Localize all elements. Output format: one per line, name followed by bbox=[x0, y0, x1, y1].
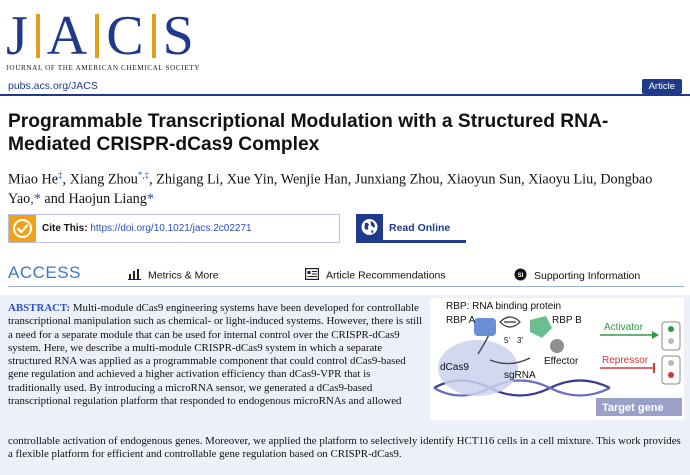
author-name[interactable]: Xiaoyu Liu bbox=[528, 171, 594, 188]
read-online-button[interactable] bbox=[356, 214, 466, 243]
supporting-info-label: Supporting Information bbox=[534, 269, 641, 282]
author-name[interactable]: Dongbao Yao bbox=[8, 171, 653, 207]
author-separator: , bbox=[439, 171, 447, 188]
recommendations-button[interactable] bbox=[305, 268, 446, 283]
toc-five-prime: 5' bbox=[504, 336, 510, 345]
toc-rbp-a-label: RBP A bbox=[446, 315, 476, 326]
author-name[interactable]: Wenjie Han bbox=[280, 171, 348, 188]
supporting-info-button[interactable] bbox=[514, 268, 640, 284]
activator-indicator-off bbox=[668, 338, 674, 344]
journal-subtitle: JOURNAL OF THE AMERICAN CHEMICAL SOCIETY bbox=[6, 64, 201, 72]
header-divider bbox=[0, 94, 690, 96]
author-and: and bbox=[44, 190, 65, 207]
author-separator: , bbox=[219, 171, 227, 188]
author-separator: , bbox=[593, 171, 601, 188]
author-mark: ‡ bbox=[58, 170, 63, 180]
abstract-body: Multi-module dCas9 engineering systems have been developed for controllable transcriptional manipulation such as chemical- or light-induced systems. However, there is still a need for a separate module that can be used for internal control over the CRISPR-dCas9 system. Here, we describe a multi-module CRISPR-dCas9 system in which a separate structured RNA was applied as a programmable component that could control dCas9-based gene regulation and achieved a higher activation efficiency than dCas9-VPR that is traditionally used. By introducing a microRNA sensor, we generated a dCas9-based transcriptional regulation platform that responded to endogenous microRNAs and allowed bbox=[8, 302, 423, 408]
activator-arrowhead bbox=[652, 331, 659, 339]
journal-logo-letters bbox=[6, 5, 206, 67]
author-name[interactable]: Xiang Zhou bbox=[69, 171, 138, 188]
toc-activator-label: Activator bbox=[604, 322, 643, 333]
paper-title: Programmable Transcriptional Modulation with a Structured RNA-Mediated CRISPR-dCas9 Complex bbox=[8, 111, 609, 155]
corresponding-star: *, bbox=[137, 170, 145, 180]
cite-text bbox=[42, 223, 252, 234]
author-name[interactable]: Junxiang Zhou bbox=[354, 171, 440, 188]
logo-letter-s: S bbox=[162, 5, 195, 67]
corresponding-star: * bbox=[146, 190, 154, 207]
abstract-heading: ABSTRACT: bbox=[8, 302, 71, 314]
author-mark bbox=[138, 170, 149, 180]
si-badge-icon bbox=[514, 268, 527, 284]
metrics-label: Metrics & More bbox=[148, 269, 219, 282]
structured-rna-loop bbox=[500, 317, 520, 327]
bar-chart-icon bbox=[128, 268, 141, 283]
repressor-indicator-off bbox=[668, 360, 674, 366]
activator-indicator-light bbox=[668, 326, 674, 332]
rbp-b-shape bbox=[530, 316, 552, 338]
effector-shape bbox=[550, 339, 564, 353]
toc-repressor-label: Repressor bbox=[602, 355, 649, 366]
toc-three-prime: 3' bbox=[517, 336, 523, 345]
check-icon bbox=[9, 215, 36, 242]
corresponding-star: ,* bbox=[30, 190, 41, 207]
author-name[interactable]: Haojun Liang bbox=[68, 190, 147, 207]
toc-rbp-caption: RBP: RNA binding protein bbox=[446, 301, 562, 312]
doi-link[interactable]: https://doi.org/10.1021/jacs.2c02271 bbox=[90, 223, 252, 234]
cite-this-box bbox=[8, 214, 340, 243]
article-type-badge: Article bbox=[642, 79, 682, 94]
toc-effector-label: Effector bbox=[544, 356, 579, 367]
author-separator: , bbox=[149, 171, 157, 188]
author-name[interactable]: Miao He bbox=[8, 171, 59, 188]
svg-text:SI: SI bbox=[517, 272, 524, 279]
author-name[interactable]: Zhigang Li bbox=[156, 171, 220, 188]
journal-logo bbox=[6, 6, 206, 72]
document-list-icon bbox=[305, 268, 319, 283]
abstract-text-continued: controllable activation of endogenous genes. Moreover, we applied the platform to selectively identify HCT116 cells in a cell mixture. This work provides a flexible platform for efficient and controllable gene regulation based on CRISPR-dCas9. bbox=[8, 435, 681, 461]
logo-divider bbox=[152, 14, 156, 58]
repressor-indicator-light bbox=[668, 372, 674, 378]
metrics-button[interactable] bbox=[128, 268, 219, 283]
logo-letter-j: J bbox=[6, 5, 29, 67]
author-name[interactable]: Xiaoyun Sun bbox=[446, 171, 522, 188]
recommendations-label: Article Recommendations bbox=[326, 269, 446, 282]
author-separator: , bbox=[273, 171, 281, 188]
author-mark: ‡ bbox=[144, 170, 150, 180]
logo-letter-a: A bbox=[46, 5, 89, 67]
toc-dcas9-label: dCas9 bbox=[440, 362, 469, 373]
toc-rbp-b-label: RBP B bbox=[552, 315, 582, 326]
logo-divider bbox=[36, 14, 40, 58]
toc-sgrna-label: sgRNA bbox=[504, 370, 536, 381]
author-separator: , bbox=[62, 171, 70, 188]
access-divider bbox=[8, 286, 684, 287]
globe-icon bbox=[356, 214, 383, 240]
logo-divider bbox=[95, 14, 99, 58]
toc-graphic bbox=[430, 298, 684, 420]
author-name[interactable]: Xue Yin bbox=[226, 171, 274, 188]
abstract-text bbox=[8, 302, 426, 408]
logo-letter-c: C bbox=[106, 5, 145, 67]
access-heading: ACCESS bbox=[8, 263, 81, 282]
journal-url-link[interactable]: pubs.acs.org/JACS bbox=[8, 80, 98, 92]
read-online-label: Read Online bbox=[389, 222, 451, 234]
cite-label: Cite This: bbox=[42, 223, 88, 234]
author-list bbox=[8, 166, 684, 209]
toc-target-gene-label: Target gene bbox=[602, 402, 664, 414]
author-separator: , bbox=[521, 171, 529, 188]
rbp-a-shape bbox=[474, 318, 496, 336]
author-separator: , bbox=[347, 171, 355, 188]
